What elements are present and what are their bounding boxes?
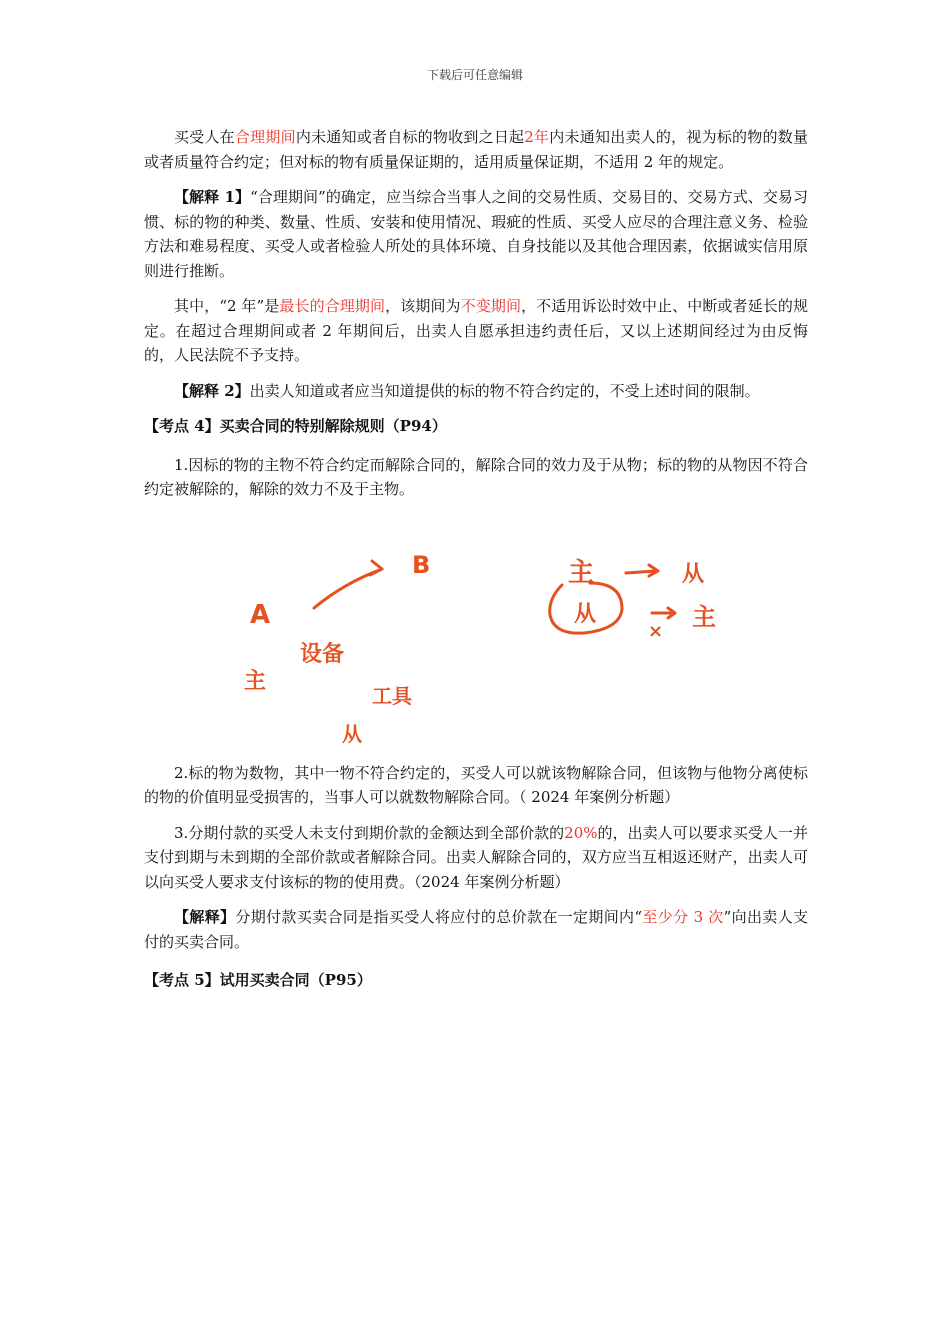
page-header: 下载后可任意编辑 (426, 68, 523, 82)
section-heading-5: 【考点 5】试用买卖合同（P95） (144, 971, 372, 989)
label-b: B (412, 550, 431, 579)
text: “合理期间”的确定，应当综合当事人之间的交易性质、交易目的、交易方式、交易习惯、标的物的种类、数量、性质、安装和使用情况、瑕疵的性质、买受人应尽的合理注意义务、检验方法和难易程度、买受人或者检验人所处的具体环境、自身技能以及其他合理因素，依据诚实信用原则进行推断。 (144, 188, 808, 280)
paragraph-explanation-2 (144, 379, 808, 404)
highlight-fixed-period: 不变期间 (460, 297, 522, 315)
text: ，不适用诉讼时效中止、中断或者延长的规定。在超过合理期间或者 2 年期间后，出卖人自愿承担违约责任后，又以上述期间经过为由反悔的，人民法院不予支持。 (144, 297, 808, 364)
label-main-top: 主 (568, 557, 595, 588)
label-a: A (250, 599, 271, 630)
highlight-reasonable-period: 合理期间 (234, 128, 296, 146)
paragraph-reasonable-period (144, 125, 808, 174)
label-acc-circle: 从 (574, 601, 597, 627)
label-cross: × (648, 620, 664, 642)
label-main-bottom: 主 (692, 602, 716, 631)
text: 内未通知出卖人的，视为标的物的数量或者质量符合约定；但对标的物有质量保证期的，适用质量保证期，不适用 2 年的规定。 (144, 128, 808, 171)
label-device: 设备 (300, 641, 345, 667)
label-main-left: 主 (244, 668, 267, 694)
highlight-longest-period: 最长的合理期间 (279, 297, 386, 315)
text: 内未通知或者自标的物收到之日起 (295, 128, 525, 146)
highlight-three-installments: 至少分 3 次 (642, 908, 724, 926)
sketch-svg (144, 513, 808, 753)
text: ”向出卖人支付的买卖合同。 (144, 908, 808, 951)
label-acc-top: 从 (682, 561, 705, 587)
text: 分期付款买卖合同是指买受人将应付的总价款在一定期间内“ (235, 908, 643, 926)
text: 其中，“2 年”是 (174, 297, 280, 315)
text: 出卖人知道或者应当知道提供的标的物不符合约定的，不受上述时间的限制。 (249, 381, 760, 400)
explanation-label: 【解释 2】 (174, 381, 250, 400)
paragraph-rule-2: 2.标的物为数物，其中一物不符合约定的，买受人可以就该物解除合同，但该物与他物分离使标的物的价值明显受损害的，当事人可以就数物解除合同。（ 2024 年案例分析题） (144, 763, 808, 806)
section-heading-4: 【考点 4】买卖合同的特别解除规则（P94） (144, 417, 447, 435)
highlight-twenty-percent: 20% (564, 823, 598, 842)
explanation-label: 【解释】 (174, 908, 236, 926)
text: ，该期间为 (385, 297, 461, 315)
text: 3.分期付款的买受人未支付到期价款的金额达到全部价款的 (174, 823, 565, 842)
paragraph-explanation-1 (144, 185, 808, 283)
explanation-label: 【解释 1】 (174, 188, 251, 206)
text: 的，出卖人可以要求买受人一并支付到期与未到期的全部价款或者解除合同。出卖人解除合同的，双方应当互相返还财产，出卖人可以向买受人要求支付该标的物的使用费。（2024 年案例分析题） (144, 823, 808, 891)
paragraph-two-year-period (144, 294, 808, 368)
label-acc-left: 从 (342, 721, 362, 746)
arrow-head (370, 561, 382, 575)
highlight-two-years: 2年 (524, 128, 550, 146)
document-body (144, 125, 808, 1007)
text: 买受人在 (174, 128, 235, 146)
paragraph-rule-1: 1.因标的物的主物不符合约定而解除合同的，解除合同的效力及于从物；标的物的从物因不符合约定被解除的，解除的效力不及于主物。 (144, 455, 808, 498)
paragraph-explanation-3 (144, 905, 808, 954)
label-tool: 工具 (372, 683, 412, 708)
paragraph-rule-3 (144, 821, 808, 895)
handwritten-sketch (144, 513, 808, 753)
arrow-main-to-acc (626, 571, 656, 573)
